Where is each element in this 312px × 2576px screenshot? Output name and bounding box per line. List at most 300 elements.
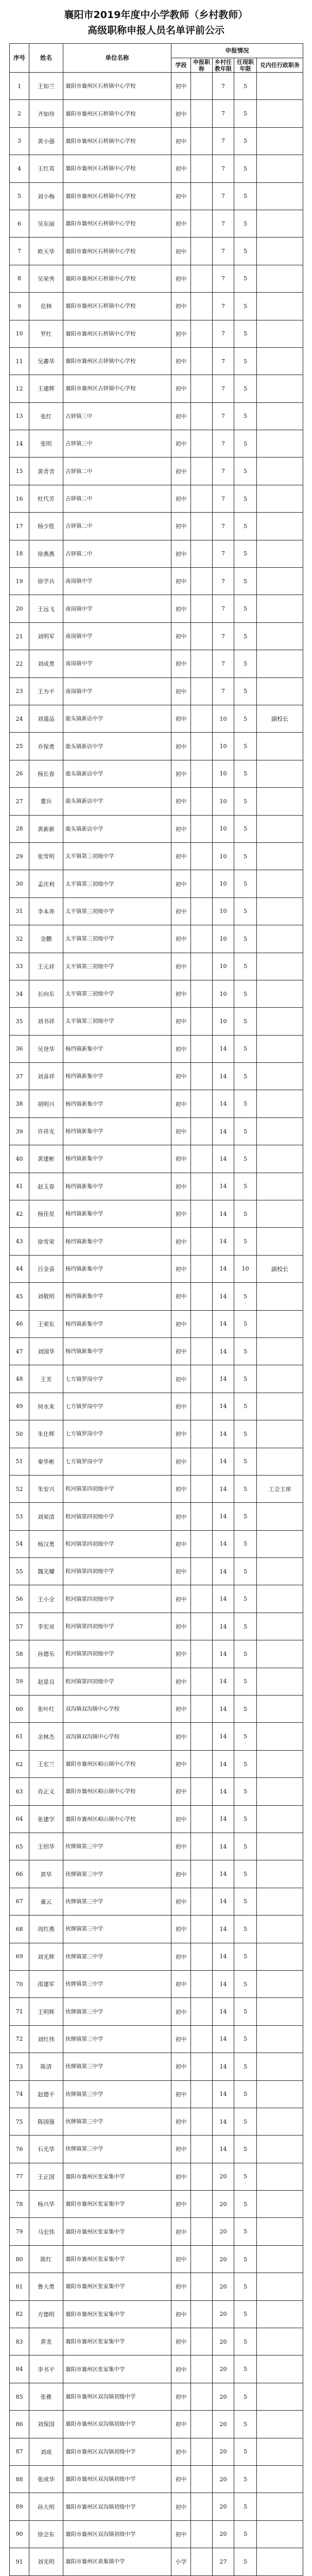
cell-term: 5 (234, 1860, 257, 1888)
cell-stage: 初中 (171, 1448, 191, 1475)
cell-unit: 襄阳市襄州区张家集中学 (63, 2328, 171, 2355)
cell-years (191, 485, 213, 512)
cell-name: 吴登华 (29, 1035, 63, 1062)
cell-admin (257, 2218, 303, 2245)
cell-service: 10 (213, 733, 234, 760)
cell-term: 5 (234, 897, 257, 925)
cell-unit: 襄阳市襄州区峪山镇中心学校 (63, 1778, 171, 1805)
cell-name: 陈国强 (29, 2108, 63, 2135)
table-row (10, 1255, 303, 1282)
table-row (10, 430, 303, 457)
table-row (10, 677, 303, 705)
table-row (10, 2493, 303, 2520)
cell-index: 62 (10, 1750, 29, 1777)
cell-term: 5 (234, 293, 257, 320)
cell-years (191, 1283, 213, 1310)
cell-stage: 初中 (171, 1393, 191, 1420)
table-row (10, 2300, 303, 2328)
cell-years (191, 705, 213, 732)
cell-name: 孙德乐 (29, 1640, 63, 1668)
table-row (10, 1833, 303, 1860)
cell-name: 吕金喜 (29, 1255, 63, 1282)
cell-admin (257, 1668, 303, 1695)
cell-stage: 初中 (171, 897, 191, 925)
cell-index: 49 (10, 1393, 29, 1420)
cell-stage: 初中 (171, 733, 191, 760)
table-row (10, 2465, 303, 2493)
cell-index: 86 (10, 2411, 29, 2438)
cell-years (191, 513, 213, 540)
cell-term: 5 (234, 2053, 257, 2080)
cell-service: 7 (213, 457, 234, 485)
cell-service: 20 (213, 2438, 234, 2465)
cell-stage: 初中 (171, 2108, 191, 2135)
cell-term: 5 (234, 2025, 257, 2053)
cell-term: 5 (234, 1888, 257, 1915)
cell-index: 5 (10, 182, 29, 210)
cell-index: 39 (10, 1117, 29, 1145)
cell-stage: 初中 (171, 2411, 191, 2438)
cell-name: 石光华 (29, 2136, 63, 2163)
cell-name: 杨长春 (29, 760, 63, 787)
table-row (10, 1420, 303, 1448)
cell-term: 5 (234, 2411, 257, 2438)
cell-stage: 初中 (171, 100, 191, 127)
cell-term: 5 (234, 457, 257, 485)
cell-index: 42 (10, 1200, 29, 1228)
table-row (10, 953, 303, 980)
cell-index: 23 (10, 677, 29, 705)
cell-years (191, 347, 213, 375)
cell-index: 77 (10, 2163, 29, 2190)
cell-index: 12 (10, 375, 29, 402)
cell-unit: 杨垱镇新集中学 (63, 1337, 171, 1365)
table-row (10, 2438, 303, 2465)
cell-service: 10 (213, 980, 234, 1007)
cell-unit: 襄阳市襄州区峪山镇中心学校 (63, 1750, 171, 1777)
cell-service: 20 (213, 2163, 234, 2190)
cell-service: 7 (213, 622, 234, 650)
cell-years (191, 2163, 213, 2190)
cell-years (191, 1585, 213, 1613)
cell-name: 黄青青 (29, 457, 63, 485)
cell-index: 11 (10, 347, 29, 375)
cell-stage: 初中 (171, 1613, 191, 1640)
cell-admin: 副校长 (257, 705, 303, 732)
cell-term: 5 (234, 1420, 257, 1448)
table-row (10, 925, 303, 953)
cell-service: 10 (213, 953, 234, 980)
cell-index: 43 (10, 1228, 29, 1255)
cell-stage: 初中 (171, 430, 191, 457)
cell-unit: 程河镇第四初级中学 (63, 1558, 171, 1585)
cell-index: 14 (10, 430, 29, 457)
table-header (10, 44, 303, 73)
cell-name: 魏光耀 (29, 1558, 63, 1585)
cell-years (191, 568, 213, 595)
cell-service: 14 (213, 1696, 234, 1723)
cell-years (191, 677, 213, 705)
cell-years (191, 1696, 213, 1723)
cell-stage: 初中 (171, 2273, 191, 2300)
cell-term: 5 (234, 1613, 257, 1640)
cell-admin (257, 457, 303, 485)
cell-term: 5 (234, 2080, 257, 2108)
cell-term: 5 (234, 2548, 257, 2575)
cell-stage: 初中 (171, 925, 191, 953)
cell-name: 黄华 (29, 1860, 63, 1888)
cell-name: 长向东 (29, 980, 63, 1007)
cell-admin (257, 320, 303, 347)
table-row (10, 127, 303, 155)
cell-term: 5 (234, 540, 257, 567)
cell-service: 14 (213, 1723, 234, 1750)
cell-unit: 伙牌镇第三中学 (63, 1943, 171, 1970)
cell-admin (257, 1173, 303, 1200)
cell-name: 刘保国 (29, 2411, 63, 2438)
cell-admin (257, 265, 303, 292)
cell-stage: 初中 (171, 1668, 191, 1695)
cell-admin (257, 1228, 303, 1255)
cell-unit: 襄阳市襄州区石桥镇中心学校 (63, 155, 171, 182)
cell-service: 14 (213, 1448, 234, 1475)
cell-years (191, 2438, 213, 2465)
cell-service: 10 (213, 870, 234, 897)
table-row (10, 540, 303, 567)
cell-name: 黄小强 (29, 127, 63, 155)
table-row (10, 870, 303, 897)
cell-index: 82 (10, 2300, 29, 2328)
cell-years (191, 870, 213, 897)
cell-service: 14 (213, 1970, 234, 1997)
cell-unit: 程河镇第四初级中学 (63, 1475, 171, 1502)
cell-unit: 古驿镇二中 (63, 457, 171, 485)
cell-term: 5 (234, 1063, 257, 1090)
cell-name: 孟庆利 (29, 870, 63, 897)
table-row (10, 1173, 303, 1200)
cell-index: 64 (10, 1805, 29, 1833)
cell-service: 7 (213, 293, 234, 320)
cell-unit: 程河镇第四初级中学 (63, 1585, 171, 1613)
cell-stage: 初中 (171, 677, 191, 705)
cell-stage: 初中 (171, 953, 191, 980)
cell-unit: 太平镇第三初级中学 (63, 897, 171, 925)
cell-admin (257, 842, 303, 870)
cell-service: 7 (213, 238, 234, 265)
cell-term: 5 (234, 815, 257, 842)
header-stage: 学段 (171, 58, 191, 73)
cell-admin (257, 2136, 303, 2163)
cell-unit: 伙牌镇第三中学 (63, 2053, 171, 2080)
cell-admin (257, 1008, 303, 1035)
cell-years (191, 540, 213, 567)
cell-index: 20 (10, 595, 29, 622)
cell-stage: 初中 (171, 1200, 191, 1228)
cell-years (191, 815, 213, 842)
cell-stage: 初中 (171, 1420, 191, 1448)
cell-years (191, 595, 213, 622)
table-row (10, 1916, 303, 1943)
table-row (10, 2355, 303, 2383)
cell-term: 5 (234, 1503, 257, 1530)
cell-unit: 七方镇罗岗中学 (63, 1420, 171, 1448)
cell-unit: 南岗镇中学 (63, 568, 171, 595)
cell-term: 5 (234, 2163, 257, 2190)
table-row (10, 733, 303, 760)
cell-years (191, 2108, 213, 2135)
table-row (10, 320, 303, 347)
cell-term: 5 (234, 402, 257, 430)
cell-index: 48 (10, 1365, 29, 1393)
cell-stage: 初中 (171, 870, 191, 897)
cell-stage: 初中 (171, 1090, 191, 1117)
cell-service: 10 (213, 925, 234, 953)
cell-service: 20 (213, 2493, 234, 2520)
cell-name: 方德明 (29, 2300, 63, 2328)
table-row (10, 1448, 303, 1475)
cell-years (191, 1668, 213, 1695)
table-row (10, 788, 303, 815)
table-row (10, 1640, 303, 1668)
table-row (10, 1696, 303, 1723)
cell-service: 14 (213, 1337, 234, 1365)
cell-unit: 古驿镇二中 (63, 540, 171, 567)
header-years: 申报职称 (191, 58, 213, 73)
cell-service: 7 (213, 265, 234, 292)
cell-index: 44 (10, 1255, 29, 1282)
cell-unit: 程河镇第四初级中学 (63, 1503, 171, 1530)
cell-service: 10 (213, 842, 234, 870)
cell-term: 5 (234, 568, 257, 595)
cell-stage: 初中 (171, 1970, 191, 1997)
table-row (10, 1778, 303, 1805)
table-row (10, 182, 303, 210)
cell-service: 7 (213, 347, 234, 375)
cell-stage: 初中 (171, 1117, 191, 1145)
cell-stage: 初中 (171, 1337, 191, 1365)
cell-name: 范林 (29, 293, 63, 320)
header-name: 姓名 (29, 44, 63, 73)
cell-unit: 程河镇第四初级中学 (63, 1668, 171, 1695)
cell-index: 50 (10, 1420, 29, 1448)
cell-years (191, 127, 213, 155)
cell-admin (257, 2383, 303, 2410)
cell-index: 38 (10, 1090, 29, 1117)
cell-name: 王如兰 (29, 73, 63, 100)
cell-stage: 初中 (171, 842, 191, 870)
table-row (10, 1200, 303, 1228)
cell-term: 5 (234, 375, 257, 402)
cell-stage: 初中 (171, 1035, 191, 1062)
cell-service: 14 (213, 2025, 234, 2053)
cell-index: 70 (10, 1970, 29, 1997)
page-title: 襄阳市2019年度中小学教师（乡村教师） (64, 9, 248, 21)
cell-stage: 初中 (171, 1723, 191, 1750)
cell-term: 5 (234, 155, 257, 182)
cell-unit: 程河镇第四初级中学 (63, 1640, 171, 1668)
cell-name: 张红 (29, 402, 63, 430)
cell-name: 陈清 (29, 2053, 63, 2080)
cell-unit: 伙牌镇第三中学 (63, 2136, 171, 2163)
cell-name: 童云 (29, 1888, 63, 1915)
cell-index: 25 (10, 733, 29, 760)
table-row (10, 1943, 303, 1970)
cell-admin (257, 1145, 303, 1173)
cell-stage: 初中 (171, 1365, 191, 1393)
cell-stage: 初中 (171, 1310, 191, 1337)
cell-term: 5 (234, 513, 257, 540)
cell-admin (257, 2108, 303, 2135)
cell-term: 5 (234, 2300, 257, 2328)
cell-admin (257, 2191, 303, 2218)
cell-term: 5 (234, 1943, 257, 1970)
cell-index: 61 (10, 1723, 29, 1750)
cell-term: 5 (234, 1668, 257, 1695)
cell-term: 5 (234, 347, 257, 375)
cell-years (191, 430, 213, 457)
cell-admin (257, 1337, 303, 1365)
header-service: 乡村任教年限 (213, 58, 234, 73)
cell-name: 王建辉 (29, 375, 63, 402)
cell-term: 5 (234, 265, 257, 292)
cell-years (191, 2218, 213, 2245)
cell-years (191, 2520, 213, 2548)
table-row (10, 293, 303, 320)
cell-name: 刘光明 (29, 2548, 63, 2575)
cell-stage: 初中 (171, 1585, 191, 1613)
cell-admin (257, 1365, 303, 1393)
cell-index: 85 (10, 2383, 29, 2410)
cell-years (191, 265, 213, 292)
table-row (10, 842, 303, 870)
cell-service: 7 (213, 100, 234, 127)
cell-unit: 伙牌镇第三中学 (63, 1970, 171, 1997)
cell-name: 杨佳星 (29, 1200, 63, 1228)
cell-unit: 襄阳市襄州区张家集中学 (63, 2245, 171, 2273)
cell-term: 10 (234, 1255, 257, 1282)
cell-unit: 鹿头镇新店中学 (63, 733, 171, 760)
cell-admin (257, 1860, 303, 1888)
cell-index: 91 (10, 2548, 29, 2575)
cell-years (191, 1475, 213, 1502)
cell-stage: 初中 (171, 815, 191, 842)
cell-years (191, 1365, 213, 1393)
cell-index: 18 (10, 540, 29, 567)
cell-service: 7 (213, 677, 234, 705)
cell-index: 30 (10, 870, 29, 897)
table-row (10, 622, 303, 650)
cell-years (191, 1008, 213, 1035)
cell-term: 5 (234, 73, 257, 100)
cell-term: 5 (234, 1117, 257, 1145)
cell-term: 5 (234, 1916, 257, 1943)
cell-index: 75 (10, 2108, 29, 2135)
cell-term: 5 (234, 430, 257, 457)
cell-name: 徐雪荣 (29, 1228, 63, 1255)
cell-years (191, 2493, 213, 2520)
cell-unit: 伙牌镇第三中学 (63, 2025, 171, 2053)
cell-term: 5 (234, 1475, 257, 1502)
cell-years (191, 1860, 213, 1888)
cell-term: 5 (234, 788, 257, 815)
cell-index: 79 (10, 2218, 29, 2245)
cell-years (191, 182, 213, 210)
cell-index: 1 (10, 73, 29, 100)
cell-stage: 初中 (171, 540, 191, 567)
cell-term: 5 (234, 1090, 257, 1117)
cell-stage: 初中 (171, 2245, 191, 2273)
cell-years (191, 1117, 213, 1145)
cell-unit: 襄阳市襄州区石桥镇中心学校 (63, 127, 171, 155)
cell-name: 刘国华 (29, 1337, 63, 1365)
cell-stage: 初中 (171, 485, 191, 512)
cell-stage: 初中 (171, 2218, 191, 2245)
cell-index: 40 (10, 1145, 29, 1173)
table-row (10, 210, 303, 237)
cell-unit: 襄阳市襄州区双沟镇初级中学 (63, 2520, 171, 2548)
cell-years (191, 1943, 213, 1970)
table-row (10, 1117, 303, 1145)
cell-unit: 古驿镇三中 (63, 402, 171, 430)
cell-term: 5 (234, 2520, 257, 2548)
cell-admin (257, 622, 303, 650)
cell-index: 69 (10, 1943, 29, 1970)
cell-stage: 初中 (171, 2383, 191, 2410)
cell-index: 89 (10, 2493, 29, 2520)
cell-service: 20 (213, 2191, 234, 2218)
cell-admin (257, 1750, 303, 1777)
table-row (10, 1998, 303, 2025)
cell-term: 5 (234, 2273, 257, 2300)
cell-service: 20 (213, 2411, 234, 2438)
cell-term: 5 (234, 1833, 257, 1860)
cell-admin (257, 347, 303, 375)
cell-years (191, 2273, 213, 2300)
table-row (10, 1503, 303, 1530)
cell-term: 5 (234, 1228, 257, 1255)
cell-years (191, 1448, 213, 1475)
table-row (10, 2108, 303, 2135)
cell-service: 14 (213, 1558, 234, 1585)
cell-stage: 初中 (171, 347, 191, 375)
cell-unit: 太平镇第三初级中学 (63, 842, 171, 870)
cell-index: 59 (10, 1668, 29, 1695)
cell-unit: 杨垱镇新集中学 (63, 1035, 171, 1062)
cell-unit: 杨垱镇新集中学 (63, 1310, 171, 1337)
cell-admin: 工会主席 (257, 1475, 303, 1502)
cell-unit: 杨垱镇新集中学 (63, 1145, 171, 1173)
cell-service: 14 (213, 1998, 234, 2025)
cell-admin (257, 1283, 303, 1310)
cell-index: 41 (10, 1173, 29, 1200)
cell-stage: 初中 (171, 1696, 191, 1723)
cell-index: 46 (10, 1310, 29, 1337)
cell-index: 57 (10, 1613, 29, 1640)
cell-index: 16 (10, 485, 29, 512)
cell-years (191, 733, 213, 760)
cell-term: 5 (234, 622, 257, 650)
cell-index: 26 (10, 760, 29, 787)
table-row (10, 2520, 303, 2548)
cell-admin (257, 1778, 303, 1805)
cell-service: 14 (213, 1888, 234, 1915)
table-row (10, 2025, 303, 2053)
cell-term: 5 (234, 705, 257, 732)
table-row (10, 1365, 303, 1393)
cell-name: 王为平 (29, 677, 63, 705)
cell-service: 7 (213, 127, 234, 155)
cell-years (191, 2191, 213, 2218)
